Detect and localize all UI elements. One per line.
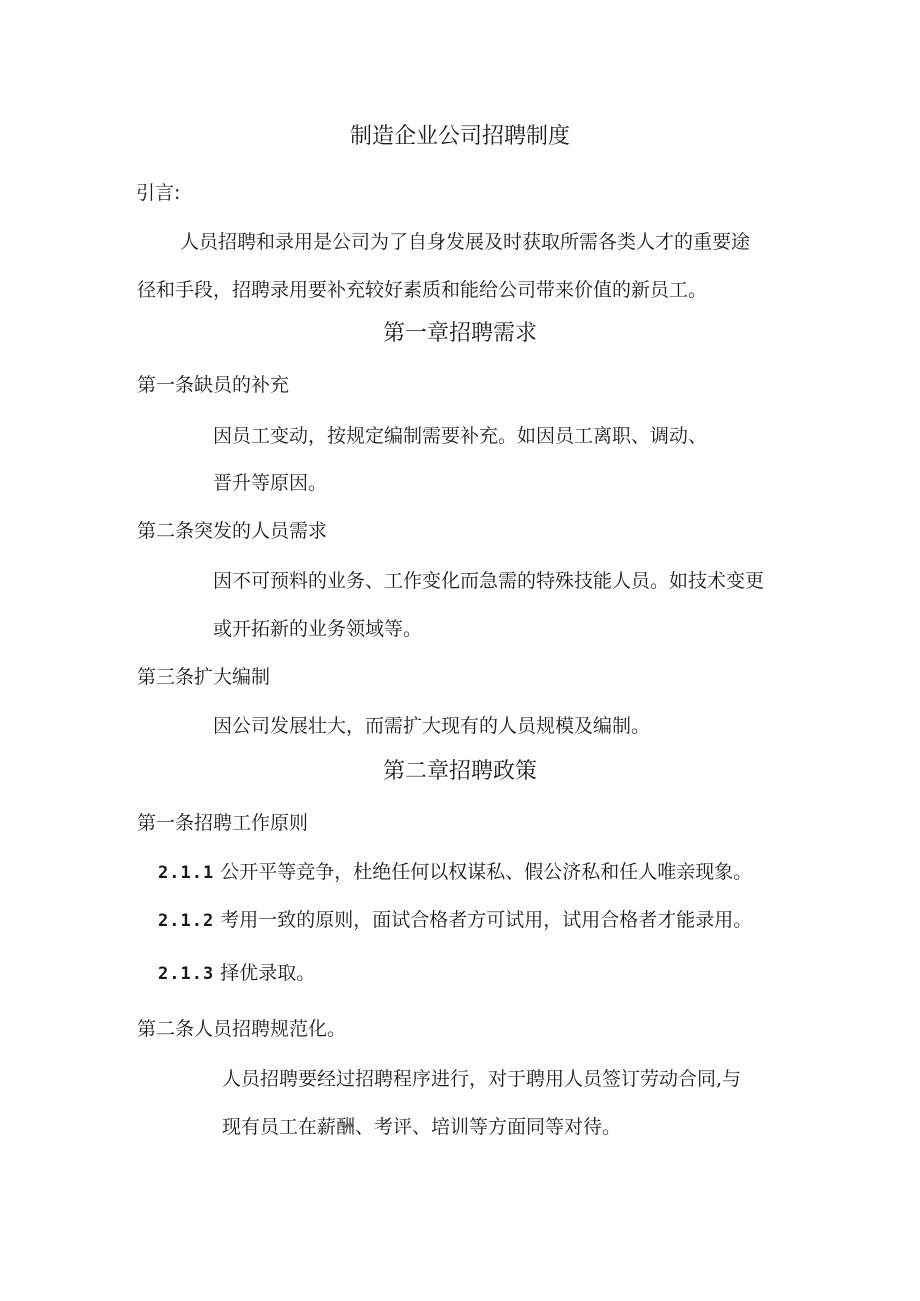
document-title: 制造企业公司招聘制度 — [349, 124, 570, 149]
intro-paragraph-line-2: 径和手段，招聘录用要补充较好素质和能给公司带来价值的新员工。 — [137, 279, 708, 301]
principle-number: 2.1.3 — [158, 964, 215, 984]
intro-paragraph-line-1: 人员招聘和录用是公司为了自身发展及时获取所需各类人才的重要途 — [180, 231, 751, 253]
principle-text: 考用一致的原则，面试合格者方可试用，试用合格者才能录用。 — [220, 909, 753, 931]
chapter-1-heading: 第一章招聘需求 — [382, 321, 537, 346]
principle-text: 公开平等竞争，杜绝任何以权谋私、假公济私和任人唯亲现象。 — [220, 861, 753, 883]
chapter-1-article-1-heading: 第一条缺员的补充 — [137, 374, 290, 396]
chapter-1-article-3-line-1: 因公司发展壮大，而需扩大现有的人员规模及编制。 — [213, 715, 651, 737]
chapter-2-article-2-line-2: 现有员工在薪酬、考评、培训等方面同等对待。 — [222, 1116, 622, 1138]
chapter-2-article-2-line-1: 人员招聘要经过招聘程序进行，对于聘用人员签订劳动合同,与 — [222, 1068, 742, 1090]
chapter-1-article-2-line-1: 因不可预料的业务、工作变化而急需的特殊技能人员。如技术变更 — [213, 570, 765, 592]
chapter-1-article-2-line-2: 或开拓新的业务领域等。 — [213, 618, 423, 640]
principle-item — [158, 860, 752, 885]
chapter-2-article-2-heading: 第二条人员招聘规范化。 — [137, 1018, 347, 1040]
chapter-2-heading: 第二章招聘政策 — [382, 759, 537, 784]
chapter-1-article-1-line-2: 晋升等原因。 — [213, 472, 328, 494]
principle-text: 择优录取。 — [220, 962, 316, 984]
principle-number: 2.1.2 — [158, 911, 215, 931]
chapter-2-article-1-heading: 第一条招聘工作原则 — [137, 812, 309, 834]
intro-label: 引言: — [136, 182, 181, 204]
principle-item — [158, 961, 315, 986]
principle-number: 2.1.1 — [158, 863, 215, 883]
principle-item — [158, 908, 752, 933]
chapter-1-article-1-line-1: 因员工变动，按规定编制需要补充。如因员工离职、调动、 — [213, 425, 708, 447]
chapter-1-article-3-heading: 第三条扩大编制 — [137, 666, 271, 688]
chapter-1-article-2-heading: 第二条突发的人员需求 — [137, 520, 328, 542]
